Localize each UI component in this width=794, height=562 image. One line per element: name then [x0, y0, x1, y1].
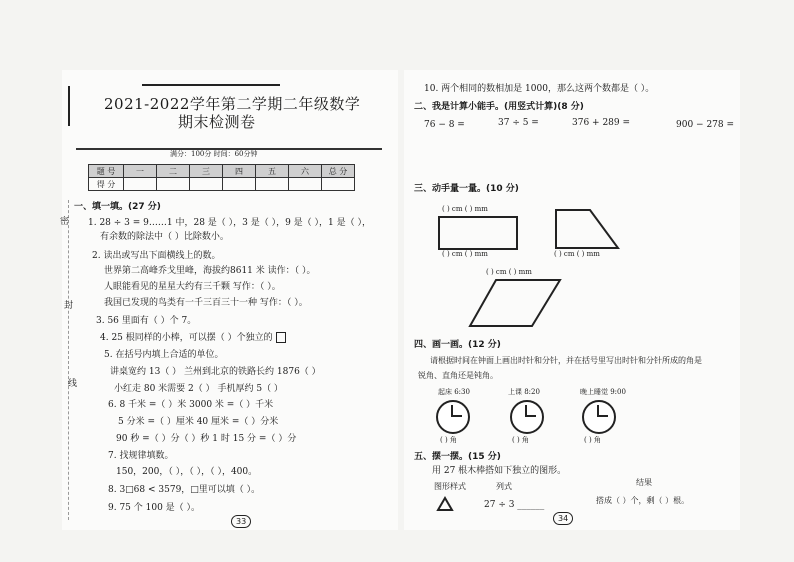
- score-table: [88, 164, 355, 191]
- section-2-title: 二、我是计算小能手。(用竖式计算)(8 分): [414, 102, 584, 112]
- section-3-title: 三、动手量一量。(10 分): [414, 184, 519, 194]
- rect-top-label: ( ) cm ( ) mm: [442, 205, 488, 213]
- question-2c: 我国已发现的鸟类有一千三百三十一种 写作：（ ）。: [104, 298, 308, 308]
- exam-title-line2: 期末检测卷: [178, 113, 256, 131]
- exam-title-line1: 2021-2022学年第二学期二年级数学: [104, 95, 361, 113]
- clock-answer-3: ( ) 角: [584, 436, 601, 444]
- calc-4: 900 − 278 =: [676, 120, 735, 130]
- clock-face-icon[interactable]: [510, 400, 544, 434]
- question-8: 8. 3□68 < 3579，□里可以填（ ）。: [108, 485, 261, 495]
- question-5a: 讲桌宽约 13（ ） 兰州到北京的铁路长约 1876（ ）: [110, 367, 321, 377]
- question-2b: 人眼能看见的星星大约有三千颗 写作：（ ）。: [104, 282, 281, 292]
- question-7: 7. 找规律填数。: [108, 451, 174, 461]
- score-header: 一: [124, 165, 157, 178]
- score-header: 四: [223, 165, 256, 178]
- clock-face-icon[interactable]: [582, 400, 616, 434]
- section-1-title: 一、填一填。(27 分): [74, 202, 161, 212]
- para-top-label: ( ) cm ( ) mm: [486, 268, 532, 276]
- question-9: 9. 75 个 100 是（ ）。: [108, 503, 201, 513]
- score-header: 二: [157, 165, 190, 178]
- square-icon: [276, 332, 286, 343]
- calc-1: 76 − 8 =: [424, 120, 465, 130]
- score-cell[interactable]: [256, 178, 289, 191]
- meta-rule: [76, 148, 382, 150]
- triangle-icon: [436, 496, 454, 512]
- question-4-text: 4. 25 根同样的小棒，可以摆（ ）个独立的: [100, 333, 273, 343]
- question-6: 6. 8 千米 =（ ）米 3000 米 =（ ）千米: [108, 400, 274, 410]
- question-1b: 有余数的除法中（ ）比除数小。: [100, 232, 229, 242]
- section-4-title: 四、画一画。(12 分): [414, 340, 501, 350]
- right-page-number: 34: [553, 512, 573, 525]
- score-cell[interactable]: [322, 178, 355, 191]
- calc-2: 37 ÷ 5 =: [498, 118, 539, 128]
- question-7a: 150，200，（ ），（ ），（ ），400。: [116, 467, 258, 477]
- parallelogram-shape: [466, 276, 566, 330]
- score-cell[interactable]: [190, 178, 223, 191]
- clock-answer-2: ( ) 角: [512, 436, 529, 444]
- section-5-title: 五、摆一摆。(15 分): [414, 452, 501, 462]
- rect-bottom-label: ( ) cm ( ) mm: [442, 250, 488, 258]
- question-1a: 1. 28 ÷ 3 = 9……1 中，28 是（ ），3 是（ ），9 是（ ），1 是（ ），: [88, 218, 371, 228]
- side-mark: 线: [68, 379, 78, 389]
- section-4-instruction-2: 锐角、直角还是钝角。: [418, 371, 498, 380]
- question-6b: 5 分米 =（ ）厘米 40 厘米 =（ ）分米: [118, 417, 279, 427]
- side-mark: 封: [64, 301, 74, 311]
- trapezoid-shape: [548, 206, 628, 252]
- rectangle-shape: [438, 216, 518, 250]
- trap-bottom-label: ( ) cm ( ) mm: [554, 250, 600, 258]
- result-row-1: 搭成（ ）个，剩（ ）根。: [596, 496, 690, 505]
- question-4: [100, 332, 286, 343]
- question-6c: 90 秒 =（ ）分（ ）秒 1 时 15 分 =（ ）分: [116, 434, 297, 444]
- question-5: 5. 在括号内填上合适的单位。: [104, 350, 224, 360]
- score-cell[interactable]: [157, 178, 190, 191]
- table-header-shape: 图形样式: [434, 482, 466, 491]
- title-rule: [142, 84, 280, 86]
- exam-meta: 满分：100分 时间：60分钟: [170, 150, 258, 158]
- score-header: 总 分: [322, 165, 355, 178]
- question-2: 2. 读出或写出下面横线上的数。: [92, 251, 221, 261]
- corner-bracket: [68, 86, 76, 126]
- section-5-text: 用 27 根木棒搭如下独立的图形。: [432, 466, 567, 476]
- clock-answer-1: ( ) 角: [440, 436, 457, 444]
- score-header: 三: [190, 165, 223, 178]
- formula-row-1: 27 ÷ 3 ______: [484, 500, 545, 510]
- score-cell[interactable]: [223, 178, 256, 191]
- calc-3: 376 + 289 =: [572, 118, 631, 128]
- binding-dashed-line: [68, 200, 69, 520]
- table-header-formula: 列式: [496, 482, 512, 491]
- score-header: 六: [289, 165, 322, 178]
- question-2a: 世界第二高峰乔戈里峰，海拔约8611 米 读作：（ ）。: [104, 266, 316, 276]
- question-5b: 小红走 80 米需要 2（ ） 手机厚约 5（ ）: [114, 384, 283, 394]
- clock-face-icon[interactable]: [436, 400, 470, 434]
- score-cell[interactable]: [289, 178, 322, 191]
- section-4-instruction: 请根据时间在钟面上画出时针和分针，并在括号里写出时针和分针所成的角是: [430, 356, 702, 365]
- left-page-number: 33: [231, 515, 251, 528]
- question-3: 3. 56 里面有（ ）个 7。: [96, 316, 197, 326]
- score-header: 题 号: [89, 165, 124, 178]
- score-header: 五: [256, 165, 289, 178]
- clock-label-1: 起床 6:30: [438, 388, 470, 396]
- score-row-label: 得 分: [89, 178, 124, 191]
- table-header-result: 结果: [636, 478, 652, 487]
- clock-label-3: 晚上睡觉 9:00: [580, 388, 626, 396]
- score-cell[interactable]: [124, 178, 157, 191]
- clock-label-2: 上课 8:20: [508, 388, 540, 396]
- question-10: 10. 两个相同的数相加是 1000，那么这两个数都是（ ）。: [424, 84, 655, 94]
- side-mark: 密: [60, 217, 70, 227]
